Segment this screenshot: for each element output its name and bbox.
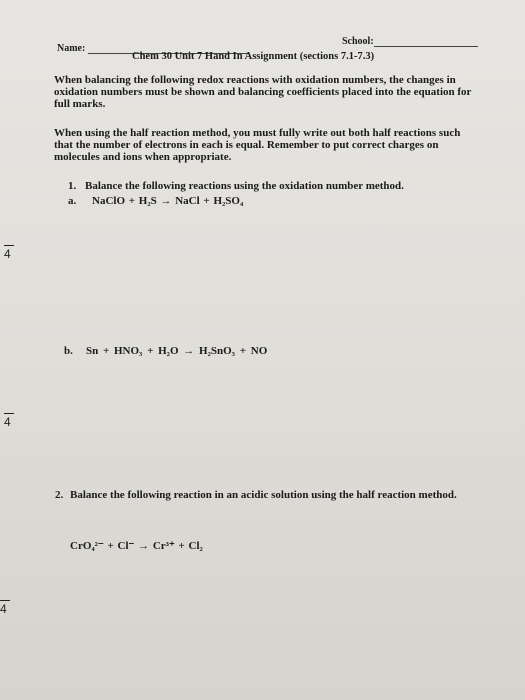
school-label: School: <box>342 36 374 47</box>
instructions-half-reaction: When using the half reaction method, you must fully write out both half reactions such that the number of electrons in each is equal. Remember to put correct charges on molecules and ions when appropriate. <box>54 127 461 163</box>
question2-equation: CrO₄²⁻ + Cl⁻ → Cr³⁺ + Cl₂ <box>70 540 203 552</box>
question1-part-a-equation: NaClO + H₂S → NaCl + H₂SO₄ <box>92 195 244 207</box>
name-label: Name: <box>57 43 86 54</box>
margin-score-mark: 4 <box>4 413 14 429</box>
question1-prompt: Balance the following reactions using the oxidation number method. <box>85 180 404 192</box>
instructions-oxidation-numbers: When balancing the following redox reactions with oxidation numbers, the changes in oxidation numbers must be shown and balancing coefficients placed into the equation for full marks. <box>54 74 472 110</box>
question1-part-b-equation: Sn + HNO₃ + H₂O → H₂SnO₃ + NO <box>86 345 268 357</box>
question2-number: 2. <box>55 489 64 501</box>
question2-prompt: Balance the following reaction in an acidic solution using the half reaction method. <box>70 489 457 501</box>
question1-number: 1. <box>68 180 77 192</box>
page-title: Chem 30 Unit 7 Hand In Assignment (sections 7.1-7.3) <box>132 51 375 62</box>
school-line <box>374 46 478 47</box>
margin-score-mark: 4 <box>4 245 14 261</box>
question1-part-b-label: b. <box>64 345 73 357</box>
question1-part-a-label: a. <box>68 195 77 207</box>
margin-score-mark: 4 <box>0 600 10 616</box>
